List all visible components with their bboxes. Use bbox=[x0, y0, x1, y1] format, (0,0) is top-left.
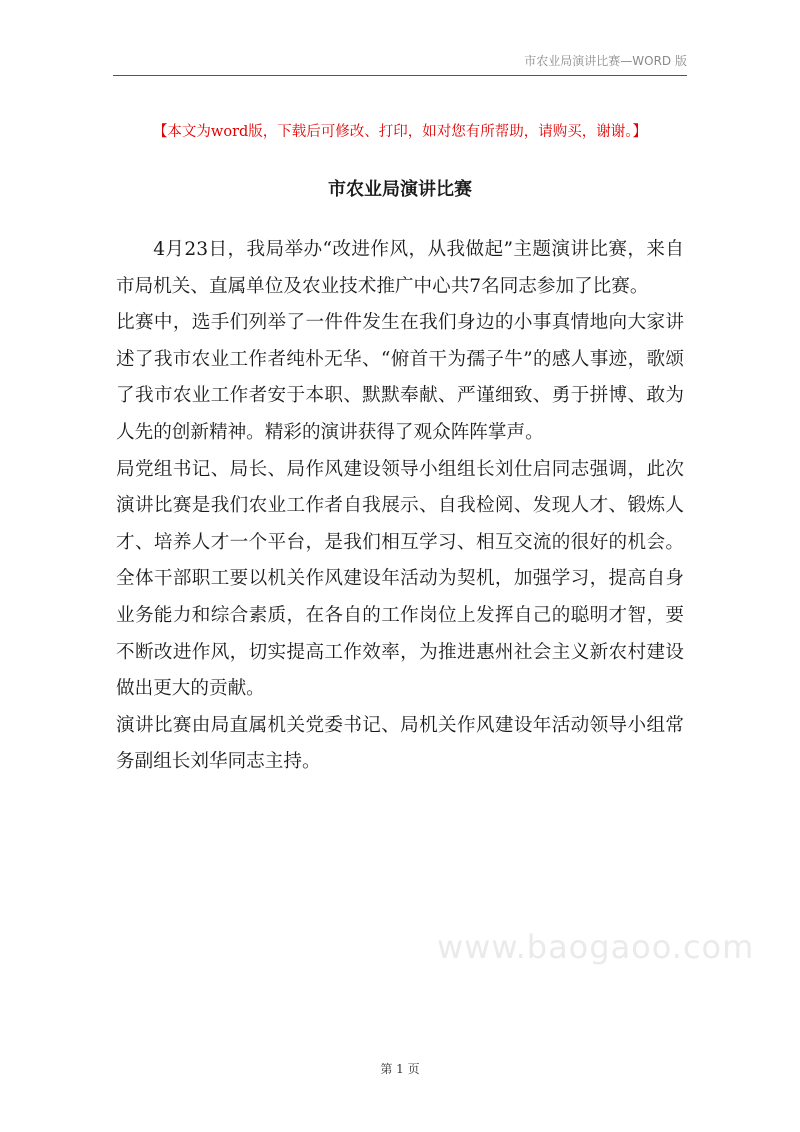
paragraph-4: 演讲比赛由局直属机关党委书记、局机关作风建设年活动领导小组常务副组长刘华同志主持。 bbox=[116, 714, 684, 773]
paragraph-1: 4月23日，我局举办“改进作风，从我做起”主题演讲比赛，来自市局机关、直属单位及农业技术推广中心共7名同志参加了比赛。 bbox=[116, 239, 684, 297]
page-number: 第 1 页 bbox=[380, 1062, 420, 1076]
document-body bbox=[116, 232, 684, 781]
purchase-notice: 【本文为word版，下载后可修改、打印，如对您有所帮助，请购买，谢谢。】 bbox=[152, 124, 648, 140]
document-title: 市农业局演讲比赛 bbox=[328, 179, 472, 200]
paragraph-3: 局党组书记、局长、局作风建设领导小组组长刘仕启同志强调，此次演讲比赛是我们农业工作者自我展示、自我检阅、发现人才、锻炼人才、培养人才一个平台，是我们相互学习、相互交流的很好的机会。全体干部职工要以机关作风建设年活动为契机，加强学习，提高自身业务能力和综合素质，在各自的工作岗位上发挥自己的聪明才智，要不断改进作风，切实提高工作效率，为推进惠州社会主义新农村建设做出更大的贡献。 bbox=[116, 458, 684, 700]
site-watermark: www.baogaoo.com bbox=[437, 928, 755, 966]
header-divider bbox=[113, 75, 687, 76]
paragraph-2: 比赛中，选手们列举了一件件发生在我们身边的小事真情地向大家讲述了我市农业工作者纯朴无华、“俯首干为孺子牛”的感人事迹，歌颂了我市农业工作者安于本职、默默奉献、严谨细致、勇于拼博、敢为人先的创新精神。精彩的演讲获得了观众阵阵掌声。 bbox=[116, 312, 684, 443]
page-header: 市农业局演讲比赛—WORD 版 bbox=[524, 54, 687, 68]
